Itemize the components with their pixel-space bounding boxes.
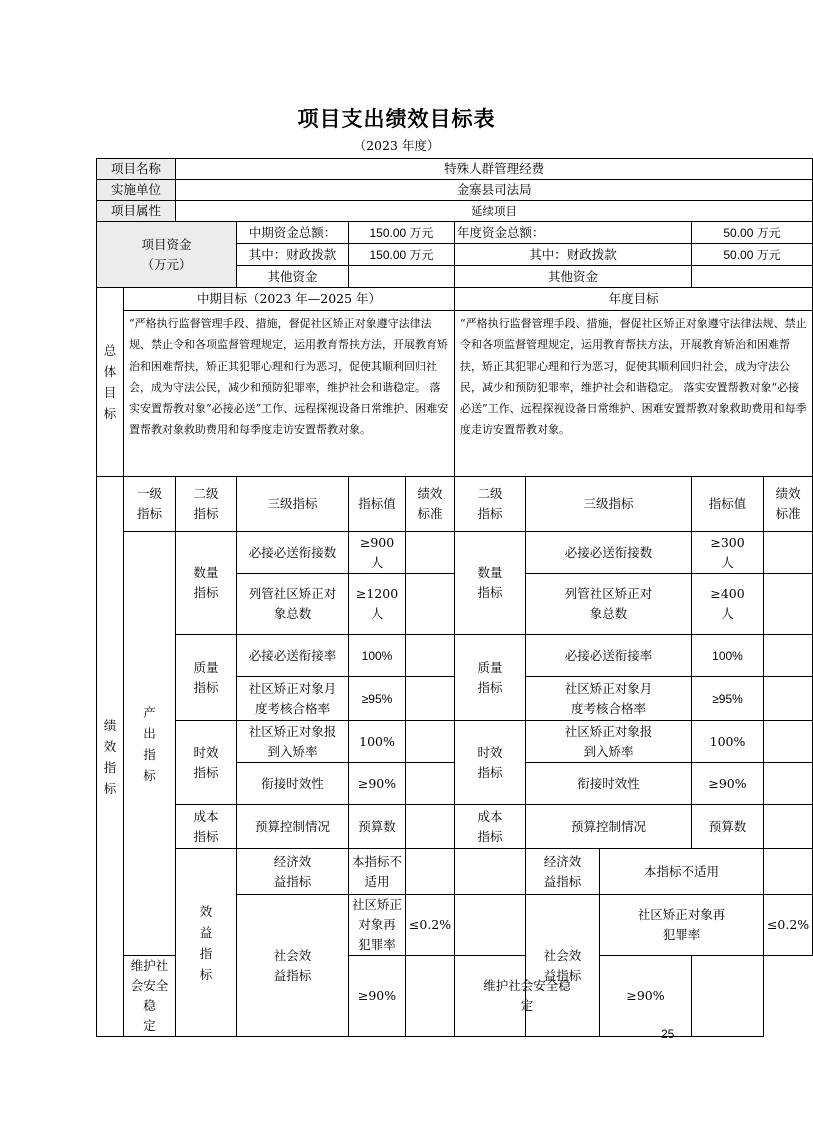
project-attribute-value: 延续项目 [176, 201, 813, 222]
header-standard-mid: 绩效 标准 [406, 477, 455, 532]
project-fund-label-line2: （万元） [141, 256, 192, 272]
page-title: 项目支出绩效目标表 [297, 107, 496, 131]
mid-other-label: 其他资金 [237, 266, 349, 288]
social-r2-name-mid: 维护社会安全稳 定 [124, 956, 176, 1037]
year-fiscal-label: 其中：财政拨款 [455, 244, 692, 266]
project-name-label: 项目名称 [97, 159, 176, 180]
implementing-unit-value: 金寨县司法局 [176, 180, 813, 201]
side-char: 出 [143, 725, 156, 741]
quality-r1-name-year: 必接必送衔接率 [526, 635, 692, 677]
economic-r1-value-year [764, 849, 813, 895]
year-goal-text: “严格执行监督管理手段、措施，督促社区矫正对象遵守法律法规、禁止令和各项监督管理规定，运用教育帮扶方法，开展教育矫治和困难帮扶，矫正其犯罪心理和行为恶习，促使其顺利回归社会，成为守法公民，减少和预防犯罪率，维护社会和谐稳定。 落实安置帮教对象“必接必送”工作、远程探视设备日常维护、困难安置帮教对象救助费用和每季度走访安置帮教对象。 [455, 311, 813, 477]
timeliness-r1-value-mid: 100% [349, 721, 406, 763]
social-r1-value-year: ≤0.2% [764, 895, 813, 956]
mid-goal-text: “严格执行监督管理手段、措施，督促社区矫正对象遵守法律法规、禁止令和各项监督管理规定，运用教育帮扶方法，开展教育矫治和困难帮扶，矫正其犯罪心理和行为恶习，促使其顺利回归社会，成为守法公民，减少和预防犯罪率，维护社会和谐稳定。 落实安置帮教对象“必接必送”工作、远程探视设备日常维护、困难安置帮教对象救助费用和每季度走访安置帮教对象。 [124, 311, 455, 477]
year-goal-header: 年度目标 [455, 288, 813, 311]
quality-r1-value-year: 100% [692, 635, 764, 677]
economic-label-mid: 经济效 益指标 [237, 849, 349, 895]
quantity-r1-name-year: 必接必送衔接数 [526, 532, 692, 574]
page-subtitle: （2023 年度） [353, 138, 440, 153]
benefit-indicator-label [176, 849, 237, 1037]
side-char: 效 [103, 738, 117, 754]
quality-r1-standard-mid [406, 635, 455, 677]
economic-r1-value-mid [406, 849, 455, 895]
project-fund-label-line1: 项目资金 [141, 236, 192, 252]
side-char: 指 [103, 759, 117, 775]
cost-r1-name-mid: 预算控制情况 [237, 805, 349, 849]
mid-total-label: 中期资金总额： [237, 222, 349, 244]
social-r2-standard-year [692, 956, 764, 1037]
quantity-r1-standard-year [764, 532, 813, 574]
quality-r2-standard-mid [406, 677, 455, 721]
timeliness-r1-name-year: 社区矫正对象报 到入矫率 [526, 721, 692, 763]
implementing-unit-label: 实施单位 [97, 180, 176, 201]
mid-total-value: 150.00 万元 [349, 222, 455, 244]
quantity-label-mid: 数量 指标 [176, 532, 237, 635]
header-level1: 一级 指标 [124, 477, 176, 532]
header-value-year: 指标值 [692, 477, 764, 532]
quality-r2-standard-year [764, 677, 813, 721]
project-name-value: 特殊人群管理经费 [176, 159, 813, 180]
timeliness-r2-standard-year [764, 763, 813, 805]
quality-label-year: 质量 指标 [455, 635, 526, 721]
quality-r2-name-mid: 社区矫正对象月 度考核合格率 [237, 677, 349, 721]
social-r1-value-mid: ≤0.2% [406, 895, 455, 956]
side-char: 目 [103, 385, 117, 400]
header-level2-year: 二级 指标 [455, 477, 526, 532]
side-char: 体 [103, 364, 117, 379]
year-total-label: 年度资金总额： [455, 222, 692, 244]
economic-r1-name-year: 本指标不适用 [600, 849, 764, 895]
header-level2-mid: 二级 指标 [176, 477, 237, 532]
side-char: 标 [103, 780, 117, 796]
side-char: 标 [143, 767, 156, 783]
cost-r1-name-year: 预算控制情况 [526, 805, 692, 849]
timeliness-r1-name-mid: 社区矫正对象报 到入矫率 [237, 721, 349, 763]
side-char: 指 [199, 945, 213, 961]
social-r1-name-year: 社区矫正对象再 犯罪率 [600, 895, 764, 956]
project-fund-label [97, 222, 237, 288]
quantity-r1-standard-mid [406, 532, 455, 574]
mid-fiscal-value: 150.00 万元 [349, 244, 455, 266]
quality-r1-standard-year [764, 635, 813, 677]
header-level3-year: 三级指标 [526, 477, 692, 532]
quality-r1-value-mid: 100% [349, 635, 406, 677]
side-char: 标 [103, 406, 117, 421]
header-standard-year: 绩效 标准 [764, 477, 813, 532]
cost-r1-value-year: 预算数 [692, 805, 764, 849]
timeliness-label-mid: 时效 指标 [176, 721, 237, 805]
quality-r2-value-mid: ≥95% [349, 677, 406, 721]
quantity-label-year: 数量 指标 [455, 532, 526, 635]
quantity-r2-name-mid: 列管社区矫正对 象总数 [237, 574, 349, 635]
timeliness-r1-value-year: 100% [692, 721, 764, 763]
social-r1-standard-mid [455, 895, 526, 956]
social-label-year: 社会效 益指标 [526, 895, 600, 1037]
social-r2-value-mid: ≥90% [349, 956, 406, 1037]
year-other-value [692, 266, 813, 288]
timeliness-r2-standard-mid [406, 763, 455, 805]
quality-label-mid: 质量 指标 [176, 635, 237, 721]
cost-r1-standard-year [764, 805, 813, 849]
side-char: 指 [143, 746, 156, 762]
timeliness-label-year: 时效 指标 [455, 721, 526, 805]
social-r2-value-year: ≥90% [600, 956, 692, 1037]
mid-other-value [349, 266, 455, 288]
mid-fiscal-label: 其中：财政拨款 [237, 244, 349, 266]
timeliness-r2-name-year: 衔接时效性 [526, 763, 692, 805]
economic-label-year: 经济效 益指标 [526, 849, 600, 895]
side-char: 效 [199, 903, 213, 919]
economic-r1-name-mid: 本指标不适用 [349, 849, 406, 895]
header-value-mid: 指标值 [349, 477, 406, 532]
social-r2-standard-mid [406, 956, 455, 1037]
output-indicator-label [124, 532, 176, 956]
quantity-r2-standard-mid [406, 574, 455, 635]
quantity-r2-standard-year [764, 574, 813, 635]
cost-label-mid: 成本 指标 [176, 805, 237, 849]
quality-r1-name-mid: 必接必送衔接率 [237, 635, 349, 677]
side-char: 产 [143, 704, 156, 720]
quantity-r1-value-year: ≥300 人 [692, 532, 764, 574]
side-char: 益 [199, 924, 213, 940]
social-r1-name-mid: 社区矫正对象再 犯罪率 [349, 895, 406, 956]
header-level3-mid: 三级指标 [237, 477, 349, 532]
timeliness-r2-name-mid: 衔接时效性 [237, 763, 349, 805]
quantity-r1-name-mid: 必接必送衔接数 [237, 532, 349, 574]
quantity-r2-value-year: ≥400 人 [692, 574, 764, 635]
timeliness-r1-standard-year [764, 721, 813, 763]
timeliness-r2-value-year: ≥90% [692, 763, 764, 805]
indicator-side-label [97, 477, 124, 1037]
timeliness-r2-value-mid: ≥90% [349, 763, 406, 805]
cost-r1-standard-mid [406, 805, 455, 849]
page-number: 25 [661, 1027, 675, 1041]
social-r2-name-year: 维护社会安全稳 定 [455, 956, 600, 1037]
cost-label-year: 成本 指标 [455, 805, 526, 849]
mid-goal-header: 中期目标（2023 年—2025 年） [124, 288, 455, 311]
side-char: 总 [103, 343, 117, 358]
quantity-r2-value-mid: ≥1200 人 [349, 574, 406, 635]
social-label-mid: 社会效 益指标 [237, 895, 349, 1037]
side-char: 绩 [103, 717, 117, 733]
year-total-value: 50.00 万元 [692, 222, 813, 244]
timeliness-r1-standard-mid [406, 721, 455, 763]
project-attribute-label: 项目属性 [97, 201, 176, 222]
quantity-r1-value-mid: ≥900 人 [349, 532, 406, 574]
quality-r2-value-year: ≥95% [692, 677, 764, 721]
overall-goal-side-label [97, 288, 124, 477]
performance-target-table [96, 158, 813, 1037]
quality-r2-name-year: 社区矫正对象月 度考核合格率 [526, 677, 692, 721]
economic-r1-standard-mid [455, 849, 526, 895]
cost-r1-value-mid: 预算数 [349, 805, 406, 849]
side-char: 标 [199, 966, 213, 982]
year-fiscal-value: 50.00 万元 [692, 244, 813, 266]
quantity-r2-name-year: 列管社区矫正对 象总数 [526, 574, 692, 635]
year-other-label: 其他资金 [455, 266, 692, 288]
